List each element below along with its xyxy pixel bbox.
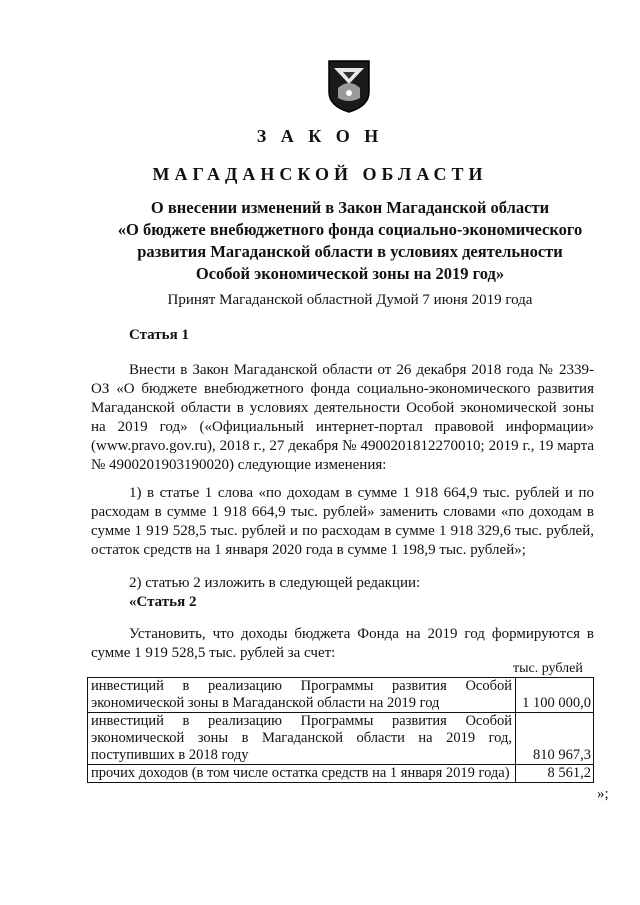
article-2-text: Установить, что доходы бюджета Фонда на 2019 год формируются в сумме 1 919 528,5 тыс. рублей за счет: xyxy=(91,626,594,661)
table-cell-amount: 8 561,2 xyxy=(516,765,594,783)
table-cell-label: прочих доходов (в том числе остатка средств на 1 января 2019 года) xyxy=(88,765,516,783)
table-cell-label: инвестиций в реализацию Программы развития Особой экономической зоны в Магаданской области на 2019 год, поступивших в 2018 году xyxy=(88,713,516,765)
article-2-heading: «Статья 2 xyxy=(129,594,197,610)
law-title: З А К О Н xyxy=(256,126,384,146)
table-cell-amount: 1 100 000,0 xyxy=(516,678,594,713)
law-subtitle xyxy=(60,197,640,285)
revenue-table xyxy=(87,677,594,783)
article-1-heading: Статья 1 xyxy=(129,327,189,343)
region-title: МАГАДАНСКОЙ ОБЛАСТИ xyxy=(152,164,488,184)
table-cell-amount: 810 967,3 xyxy=(516,713,594,765)
closing-quote: »; xyxy=(597,786,609,802)
table-row xyxy=(88,765,594,783)
subtitle-line: развития Магаданской области в условиях деятельности xyxy=(137,242,563,261)
table-row xyxy=(88,678,594,713)
unit-label: тыс. рублей xyxy=(513,661,583,676)
table-cell-label: инвестиций в реализацию Программы развития Особой экономической зоны в Магаданской области на 2019 год xyxy=(88,678,516,713)
subtitle-line: «О бюджете внебюджетного фонда социально-экономического xyxy=(117,220,583,239)
table-row xyxy=(88,713,594,765)
amendment-item-1: 1) в статье 1 слова «по доходам в сумме 1 918 664,9 тыс. рублей и по расходам в сумме 1 918 664,9 тыс. рублей» заменить словами «по доходам в сумме 1 919 528,5 тыс. рублей и по расходам в сумме 1 918 329,6 тыс. рублей, остаток средств на 1 января 2020 года в сумме 1 198,9 тыс. рублей»; xyxy=(91,485,594,558)
article-1-text: Внести в Закон Магаданской области от 26 декабря 2018 года № 2339-ОЗ «О бюджете внебюджетного фонда социально-экономического развития Магаданской области в условиях деятельности Особой экономической зоны на 2019 год» («Официальный интернет-портал правовой информации» (www.pravo.gov.ru), 2018 г., 27 декабря № 4900201812270010; 2019 г., 19 марта № 4900201903190020) следующие изменения: xyxy=(91,362,594,473)
amendment-item-2: 2) статью 2 изложить в следующей редакции: xyxy=(129,575,421,591)
coat-of-arms-emblem xyxy=(326,58,372,114)
subtitle-line: О внесении изменений в Закон Магаданской области xyxy=(150,198,550,217)
subtitle-line: Особой экономической зоны на 2019 год» xyxy=(195,264,505,283)
adoption-note: Принят Магаданской областной Думой 7 июня 2019 года xyxy=(167,292,533,308)
